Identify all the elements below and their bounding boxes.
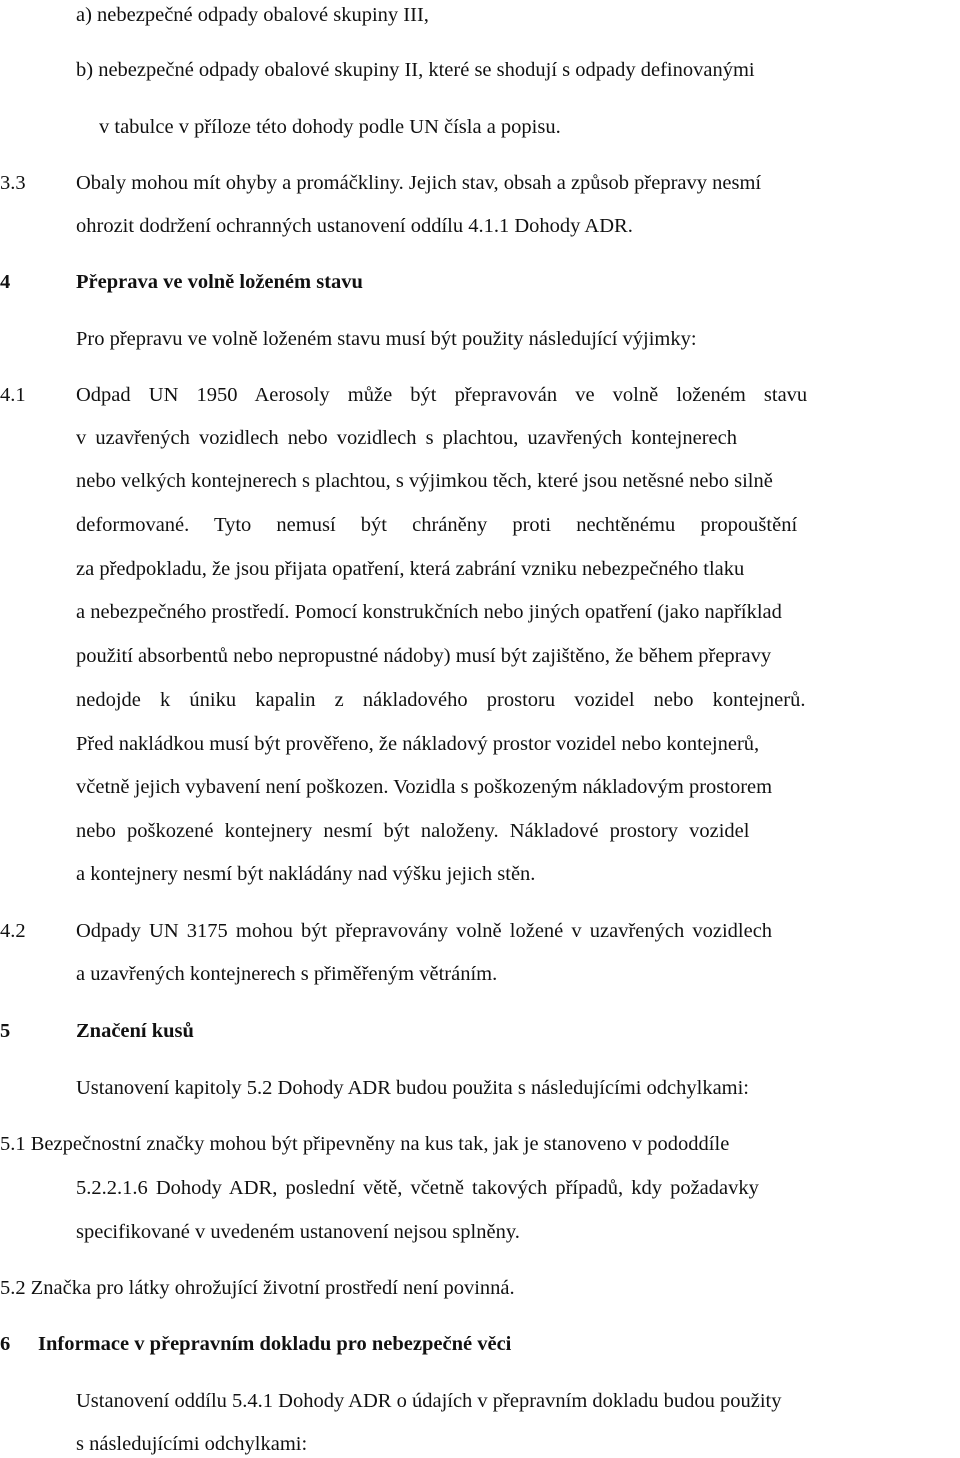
section-4-1-line: za předpokladu, že jsou přijata opatření, která zabrání vzniku nebezpečného tlaku bbox=[76, 558, 745, 580]
section-5-1-line: 5.2.2.1.6 Dohody ADR, poslední větě, včetně takových případů, kdy požadavky bbox=[76, 1177, 759, 1199]
section-4-1-line: deformované. Tyto nemusí být chráněny proti nechtěnému propouštění bbox=[76, 514, 798, 536]
section-5-1-line: 5.1 Bezpečnostní značky mohou být připevněny na kus tak, jak je stanoveno v pododdíle bbox=[0, 1133, 730, 1155]
section-3-3-number: 3.3 bbox=[0, 172, 26, 194]
section-3-3-text: ohrozit dodržení ochranných ustanovení oddílu 4.1.1 Dohody ADR. bbox=[76, 215, 633, 237]
section-4-number: 4 bbox=[0, 271, 11, 293]
section-5-2-line: 5.2 Značka pro látky ohrožující životní prostředí není povinná. bbox=[0, 1277, 515, 1299]
section-4-1-line: v uzavřených vozidlech nebo vozidlech s plachtou, uzavřených kontejnerech bbox=[76, 427, 737, 449]
section-6-title: Informace v přepravním dokladu pro nebezpečné věci bbox=[38, 1333, 512, 1355]
list-item-a: a) nebezpečné odpady obalové skupiny III, bbox=[76, 4, 429, 26]
section-5-1-line: specifikované v uvedeném ustanovení nejsou splněny. bbox=[76, 1221, 520, 1243]
list-item-b-continued: v tabulce v příloze této dohody podle UN čísla a popisu. bbox=[99, 116, 561, 138]
section-4-1-line: včetně jejich vybavení není poškozen. Vozidla s poškozeným nákladovým prostorem bbox=[76, 776, 773, 798]
section-4-2-number: 4.2 bbox=[0, 920, 26, 942]
section-6-line: Ustanovení oddílu 5.4.1 Dohody ADR o údajích v přepravním dokladu budou použity bbox=[76, 1390, 782, 1412]
section-4-1-line: nebo velkých kontejnerech s plachtou, s výjimkou těch, které jsou netěsné nebo silně bbox=[76, 470, 773, 492]
section-4-1-line: použití absorbentů nebo nepropustné nádoby) musí být zajištěno, že během přepravy bbox=[76, 645, 772, 667]
section-4-1-number: 4.1 bbox=[0, 384, 26, 406]
section-6-number: 6 bbox=[0, 1333, 11, 1355]
section-4-title: Přeprava ve volně loženém stavu bbox=[76, 271, 363, 293]
list-item-b: b) nebezpečné odpady obalové skupiny II, které se shodují s odpady definovanými bbox=[76, 59, 755, 81]
section-4-1-line: Odpad UN 1950 Aerosoly může být přepravován ve volně loženém stavu bbox=[76, 384, 808, 406]
section-5-intro: Ustanovení kapitoly 5.2 Dohody ADR budou použita s následujícími odchylkami: bbox=[76, 1077, 750, 1099]
section-4-1-line: a nebezpečného prostředí. Pomocí konstrukčních nebo jiných opatření (jako například bbox=[76, 601, 782, 623]
section-4-1-line: Před nakládkou musí být prověřeno, že nákladový prostor vozidel nebo kontejnerů, bbox=[76, 733, 760, 755]
section-4-1-line: a kontejnery nesmí být nakládány nad výšku jejich stěn. bbox=[76, 863, 536, 885]
section-5-title: Značení kusů bbox=[76, 1020, 194, 1042]
section-4-intro: Pro přepravu ve volně loženém stavu musí být použity následující výjimky: bbox=[76, 328, 697, 350]
section-4-1-line: nedojde k úniku kapalin z nákladového prostoru vozidel nebo kontejnerů. bbox=[76, 689, 806, 711]
section-6-line: s následujícími odchylkami: bbox=[76, 1433, 308, 1455]
section-5-number: 5 bbox=[0, 1020, 11, 1042]
section-4-1-line: nebo poškozené kontejnery nesmí být naloženy. Nákladové prostory vozidel bbox=[76, 820, 750, 842]
section-4-2-line: a uzavřených kontejnerech s přiměřeným větráním. bbox=[76, 963, 498, 985]
section-4-2-line: Odpady UN 3175 mohou být přepravovány volně ložené v uzavřených vozidlech bbox=[76, 920, 773, 942]
section-3-3-text: Obaly mohou mít ohyby a promáčkliny. Jejich stav, obsah a způsob přepravy nesmí bbox=[76, 172, 762, 194]
